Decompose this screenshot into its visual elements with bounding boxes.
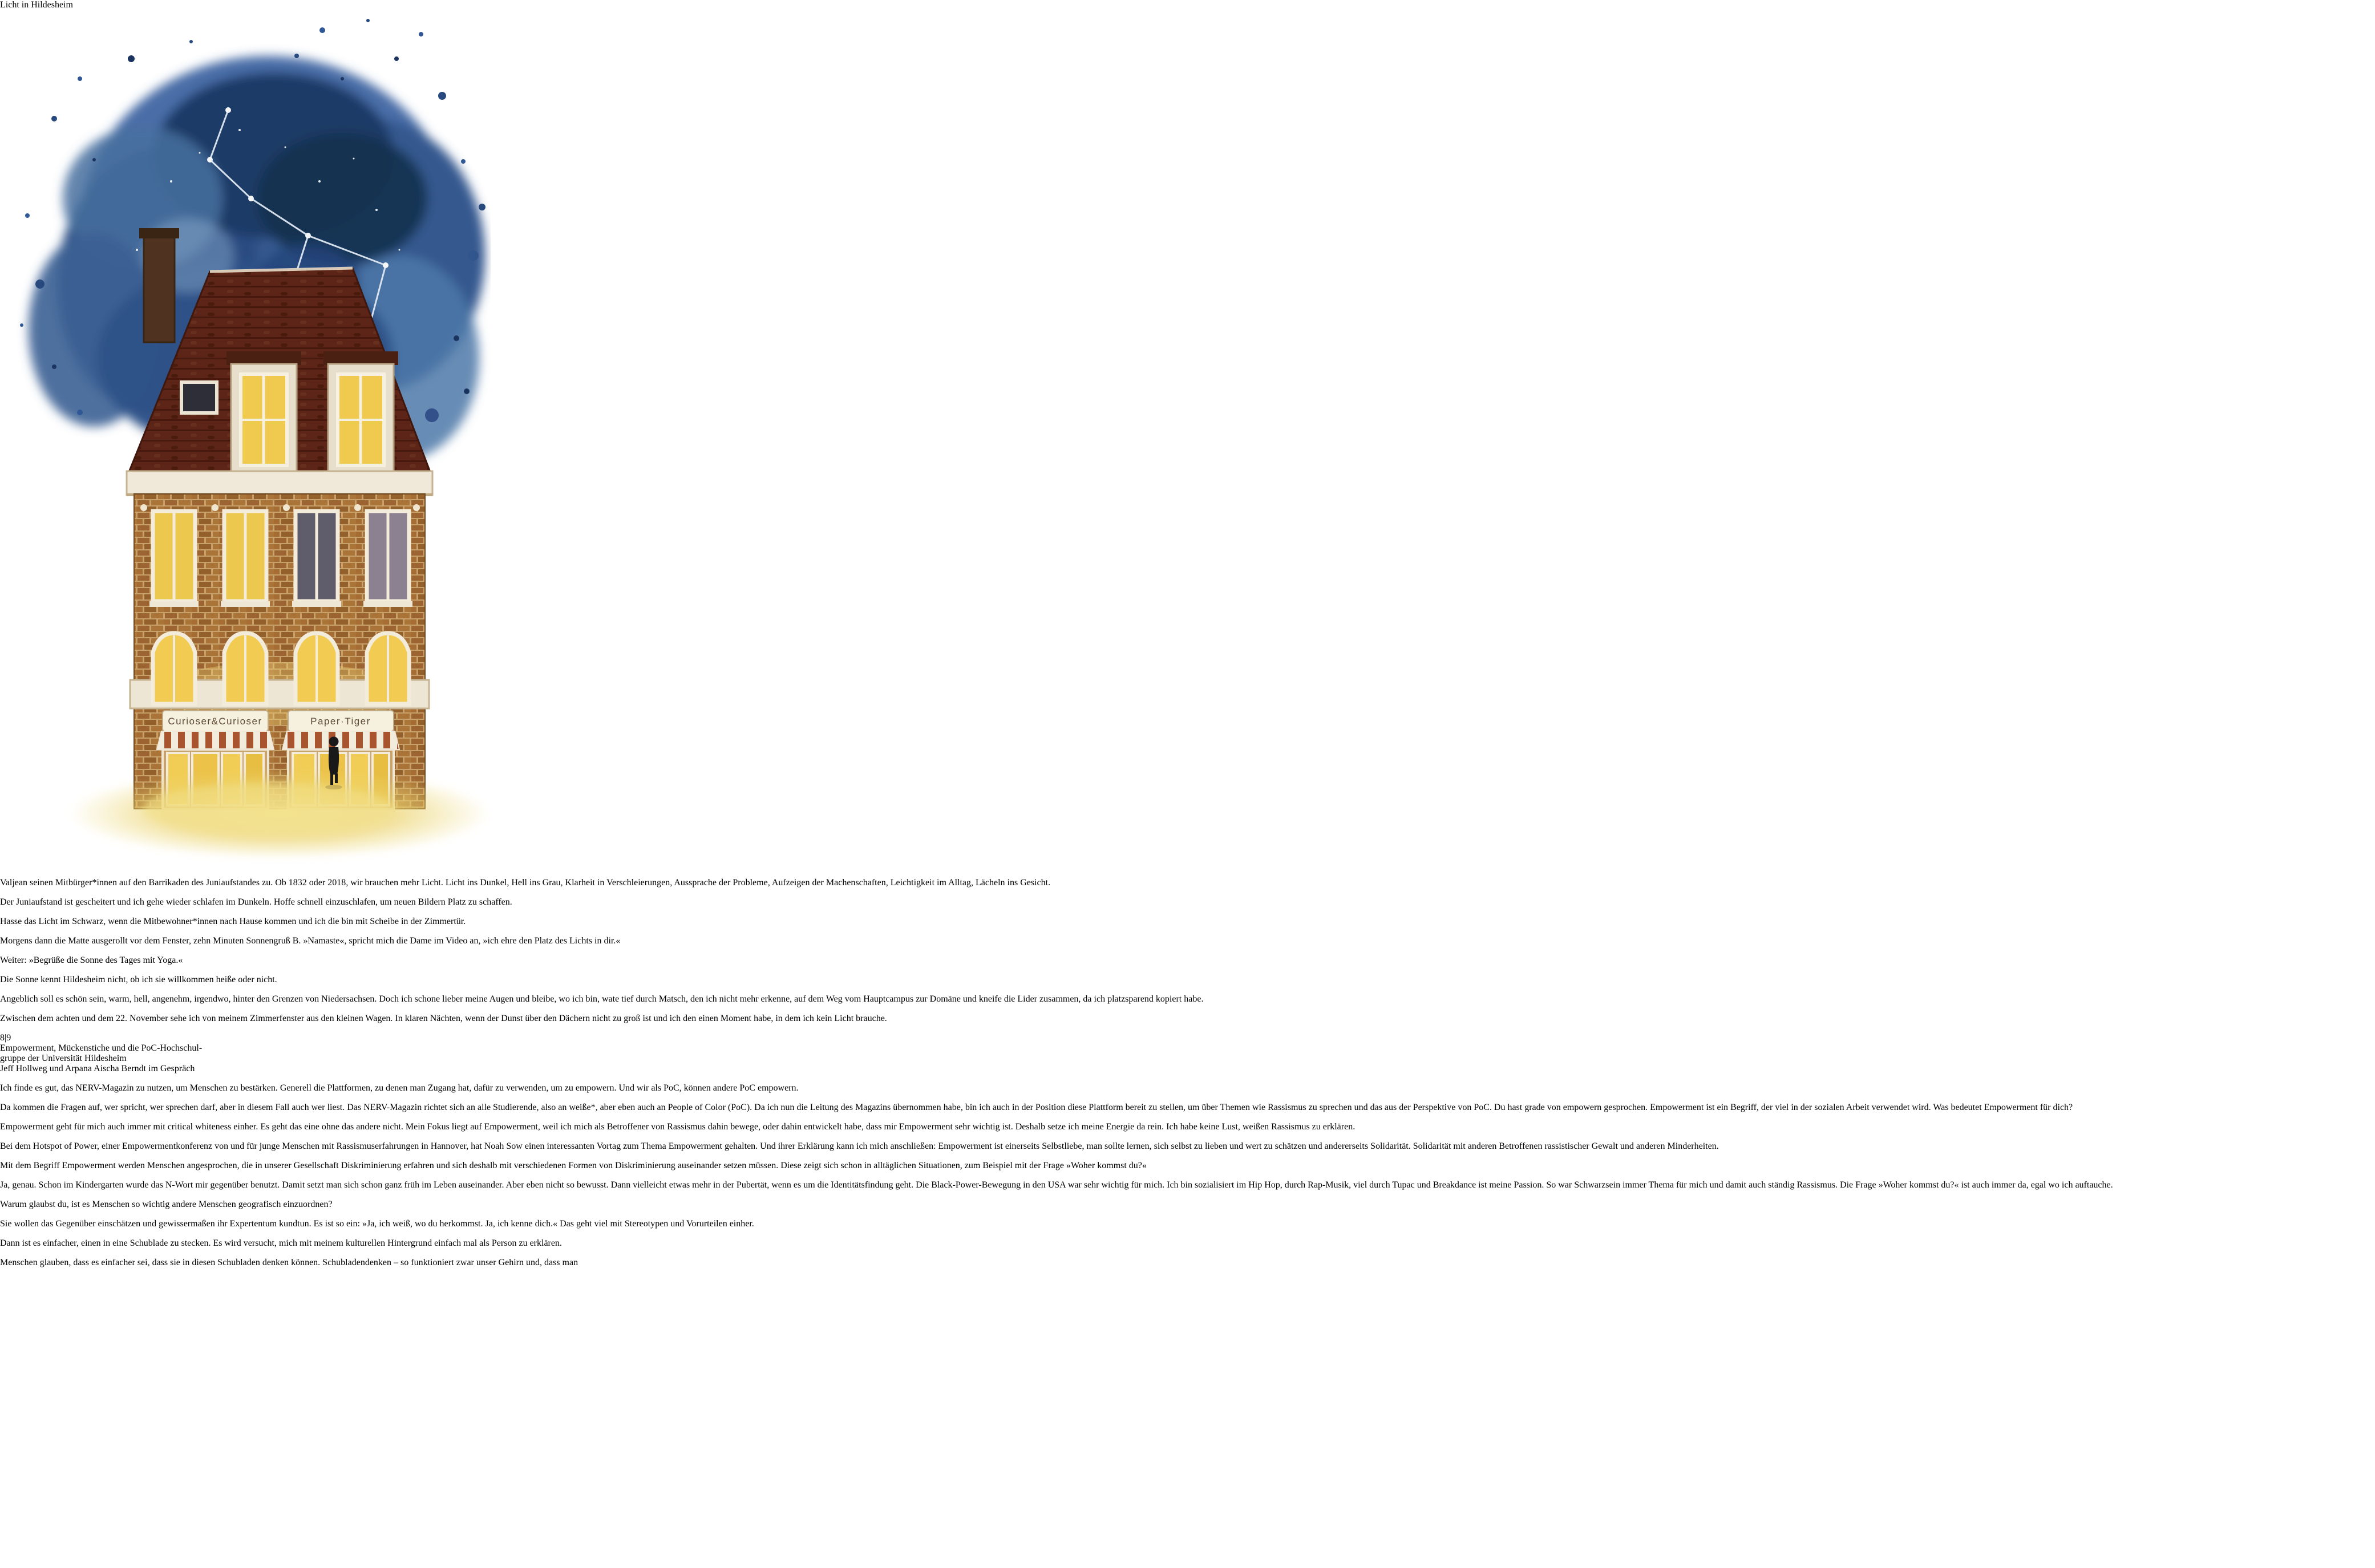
text-run: critical whiteness bbox=[167, 1122, 232, 1132]
text-run: Angeblich soll es schön sein, warm, hell, angenehm, irgendwo, hinter den Grenzen von Niedersachsen. Doch ich schone lieber meine Augen und bleibe, wo ich bin, wate tief durch Matsch, den ich nicht mehr erkenne, auf dem Weg vom Hauptcampus zur Domäne und kneife die Lider zusammen, da ich platzsparend kopiert habe. bbox=[0, 994, 1204, 1004]
paragraph bbox=[0, 878, 2375, 888]
text-run: einher. Es geht das eine ohne das andere nicht. Mein Fokus liegt auf Empowerment, weil ich mich als Betroffener von Rassismus dahin bewege, oder dahin entwickelt habe, dass mir Empowerment sehr wichtig ist. Deshalb setze ich meine Energie da rein. Ich habe keine Lust, bbox=[231, 1122, 1243, 1132]
text-run: weiße* bbox=[569, 1103, 596, 1112]
paragraph bbox=[0, 1219, 2375, 1229]
text-run: Empowerment geht für mich auch immer mit bbox=[0, 1122, 168, 1132]
shop-sign-right: Paper·Tiger bbox=[310, 716, 371, 727]
text-run: Bei dem bbox=[0, 1141, 33, 1151]
paragraph bbox=[0, 1103, 2375, 1113]
text-run: Die Sonne kennt Hildesheim nicht, ob ich sie willkommen heiße oder nicht. bbox=[0, 975, 277, 984]
text-run: Zwischen dem achten und dem 22. November sehe ich von meinem Zimmerfenster aus den bbox=[0, 1014, 337, 1023]
text-run: Hotspot of Power bbox=[33, 1141, 98, 1151]
text-run: . bbox=[796, 1083, 799, 1093]
text-run: Der Juniaufstand ist gescheitert und ich gehe wieder schlafen im Dunkeln. Hoffe schnell einzuschlafen, um neuen Bildern Platz zu schaffen. bbox=[0, 897, 512, 907]
text-run: Weiter: »Begrüße die Sonne des Tages mit Yoga.« bbox=[0, 955, 183, 965]
text-run: . In klaren Nächten, wenn der Dunst über den Dächern nicht zu groß ist und ich den einen Moment habe, in dem ich kein Licht brauche. bbox=[390, 1014, 887, 1023]
house-illustration bbox=[0, 10, 2375, 869]
right-page-column-2 bbox=[0, 1161, 2375, 1268]
paragraph bbox=[0, 1141, 2375, 1152]
dormer-left bbox=[226, 351, 301, 476]
text-run: Menschen glauben, dass es einfacher sei, dass sie in diesen Schubladen denken können. Schubladendenken – so funktioniert zwar unser Gehirn und, dass man bbox=[0, 1258, 578, 1267]
text-run: gesprochen. Empowerment ist ein Begriff, der viel in der sozialen Arbeit verwendet wird. Was bedeutet Empowerment für dich? bbox=[1601, 1103, 2073, 1112]
paragraph bbox=[0, 1161, 2375, 1171]
article-headline bbox=[0, 1043, 2375, 1064]
paragraph bbox=[0, 955, 2375, 966]
dormer-right bbox=[323, 351, 398, 476]
text-run: Dann ist es einfacher, einen in eine Schublade zu stecken. Es wird versucht, mich mit meinem kulturellen Hintergrund einfach mal als Person zu erklären. bbox=[0, 1238, 562, 1248]
paragraph bbox=[0, 1180, 2375, 1190]
paragraph bbox=[0, 975, 2375, 985]
text-run: Sie wollen das Gegenüber einschätzen und gewissermaßen ihr Expertentum kundtun. Es ist so ein: »Ja, ich weiß, wo du herkommst. Ja, ich kenne dich.« Das geht viel mit Stereotypen und Vorurteilen einher. bbox=[0, 1219, 754, 1229]
eaves-cornice bbox=[127, 471, 432, 495]
headline-line-1: Empowerment, Mückenstiche und die PoC-Hochschul- bbox=[0, 1043, 203, 1053]
text-run: empowern bbox=[1563, 1103, 1602, 1112]
shop-sign-left: Curioser&Curioser bbox=[168, 716, 262, 727]
text-run: Morgens dann die Matte ausgerollt vor dem Fenster, zehn Minuten Sonnengruß B. »Namaste«, spricht mich die Dame im Video an, »ich ehre den Platz des Lichts in dir.« bbox=[0, 936, 621, 946]
text-run: Ja, genau. Schon im Kindergarten wurde das N-Wort mir gegenüber benutzt. Damit setzt man sich schon ganz früh im Leben auseinander. Aber eben nicht so bewusst. Dann vielleicht etwas mehr in der Pubertät, wenn es um die Identitätsfindung geht. Die Black-Power-Bewegung in den USA war sehr wichtig für mich. Ich bin sozialisiert im Hip Hop, durch Rap-Musik, viel durch Tupac und Breakdance ist meine Passion. So war Schwarzsein immer Thema für mich und damit auch ständig Rassismus. Die Frage »Woher kommst du?« ist auch immer da, egal wo ich auftauche. bbox=[0, 1180, 2113, 1190]
text-run: weißen bbox=[1242, 1122, 1269, 1132]
right-page bbox=[0, 1033, 2375, 1268]
running-header: Licht in Hildesheim bbox=[0, 0, 73, 10]
text-run: , aber eben auch an People of Color (PoC). Da ich nun die Leitung des Magazins übernommen habe, bin ich auch in der Position diese Plattform bereit zu stellen, um über Themen wie Rassismus zu sprechen und das aus der Perspektive von PoC. Du hast grade von bbox=[595, 1103, 1563, 1112]
headline-line-2: gruppe der Universität Hildesheim bbox=[0, 1054, 127, 1063]
left-page-column-1 bbox=[0, 878, 2375, 946]
text-run: Hasse das Licht im Schwarz, wenn die Mitbewohner*innen nach Hause kommen und ich die bin mit Scheibe in der Zimmertür. bbox=[0, 917, 466, 926]
paragraph bbox=[0, 1014, 2375, 1024]
text-run: empowern bbox=[757, 1083, 796, 1093]
right-page-column-1 bbox=[0, 1083, 2375, 1152]
text-run: empowern bbox=[575, 1083, 614, 1093]
text-run: Da kommen die Fragen auf, wer spricht, wer sprechen darf, aber in diesem Fall auch wer liest. Das NERV-Magazin richtet sich an alle Studierende, also an bbox=[0, 1103, 569, 1112]
text-run: Rassismus zu erklären. bbox=[1269, 1122, 1356, 1132]
paragraph bbox=[0, 1258, 2375, 1268]
paragraph bbox=[0, 1238, 2375, 1249]
text-run: . Und wir als PoC, können andere PoC bbox=[614, 1083, 758, 1093]
paragraph bbox=[0, 917, 2375, 927]
text-run: , einer Empowermentkonferenz von und für junge Menschen mit Rassismuserfahrungen in Hannover, hat Noah Sow einen interessanten Vortag zum Thema Empowerment gehalten. Und ihrer Erklärung kann ich mich anschließen: Empowerment ist einerseits Selbstliebe, man sollte lernen, sich selbst zu lieben und wert zu schätzen und andererseits Solidarität. Solidarität mit anderen Betroffenen rassistischer Gewalt und anderen Minderheiten. bbox=[97, 1141, 1719, 1151]
article-byline: Jeff Hollweg und Arpana Aischa Berndt im Gespräch bbox=[0, 1064, 195, 1073]
paragraph bbox=[0, 1122, 2375, 1132]
text-run: Valjean seinen Mitbürger*innen auf den Barrikaden des Juniaufstandes zu. Ob 1832 oder 2018, wir brauchen mehr Licht. Licht ins Dunkel, Hell ins Grau, Klarheit in Verschleierungen, Aussprache der Probleme, Aufzeigen der Machenschaften, Leichtigkeit im Alltag, Lächeln ins Gesicht. bbox=[0, 878, 1051, 888]
watercolor-house-night-sky bbox=[0, 10, 491, 866]
text-run: kleinen Wagen bbox=[336, 1014, 391, 1023]
text-run: Mit dem Begriff Empowerment werden Menschen angesprochen, die in unserer Gesellschaft Diskriminierung erfahren und sich deshalb mit verschiedenen Formen von Diskriminierung auseinander setzen müssen. Diese zeigt sich schon in alltäglichen Situationen, zum Beispiel mit der Frage »Woher kommst du?« bbox=[0, 1161, 1147, 1170]
text-run: Ich finde es gut, das NERV-Magazin zu nutzen, um Menschen zu bestärken. Generell die Plattformen, zu denen man Zugang hat, dafür zu verwenden, um zu bbox=[0, 1083, 576, 1093]
text-run: Warum glaubst du, ist es Menschen so wichtig andere Menschen geografisch einzuordnen? bbox=[0, 1200, 333, 1209]
paragraph bbox=[0, 994, 2375, 1004]
paragraph bbox=[0, 1083, 2375, 1093]
paragraph bbox=[0, 897, 2375, 907]
paragraph bbox=[0, 936, 2375, 946]
page-number: 8|9 bbox=[0, 1033, 11, 1043]
roof-window bbox=[181, 382, 217, 413]
paragraph bbox=[0, 1200, 2375, 1210]
chimney bbox=[139, 228, 179, 342]
left-page-column-2 bbox=[0, 955, 2375, 1024]
